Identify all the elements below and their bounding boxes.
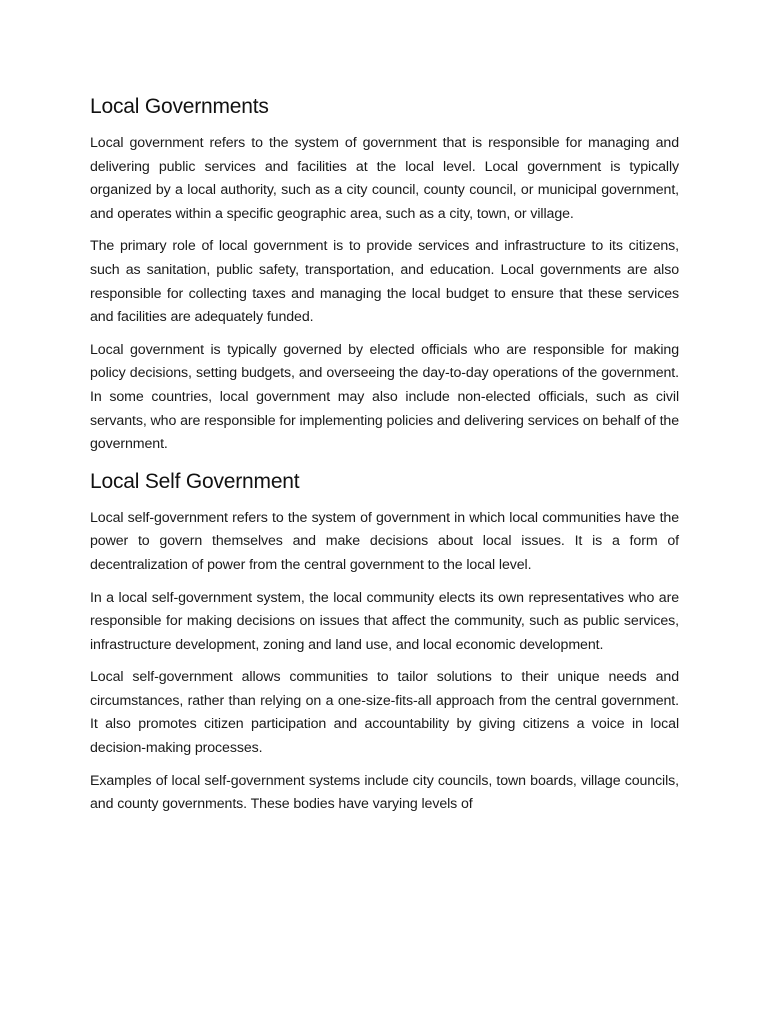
paragraph: Local self-government refers to the system of government in which local communities have the power to govern themselves and make decisions about local issues. It is a form of decentralization of power from the central government to the local level. xyxy=(90,509,679,573)
paragraph: Local self-government allows communities to tailor solutions to their unique needs and circumstances, rather than relying on a one-size-fits-all approach from the central government. It also promotes citizen participation and accountability by giving citizens a voice in local decision-making processes. xyxy=(90,669,679,757)
section-heading-local-governments: Local Governments xyxy=(90,95,269,118)
paragraph: Local government is typically governed by elected officials who are responsible for making policy decisions, setting budgets, and overseeing the day-to-day operations of the government. In some countries, local government may also include non-elected officials, such as civil servants, who are responsible for implementing policies and delivering services on behalf of the government. xyxy=(90,341,679,453)
paragraph: Examples of local self-government systems include city councils, town boards, village councils, and county governments. These bodies have varying levels of xyxy=(90,772,679,813)
document-body xyxy=(90,92,679,826)
paragraph: In a local self-government system, the local community elects its own representatives who are responsible for making decisions on issues that affect the community, such as public services, infrastructure development, zoning and land use, and local economic development. xyxy=(90,589,679,653)
section-heading-local-self-government: Local Self Government xyxy=(90,469,300,493)
paragraph: Local government refers to the system of government that is responsible for managing and delivering public services and facilities at the local level. Local government is typically organized by a local authority, such as a city council, county council, or municipal government, and operates within a specific geographic area, such as a city, town, or village. xyxy=(90,135,679,222)
paragraph: The primary role of local government is to provide services and infrastructure to its citizens, such as sanitation, public safety, transportation, and education. Local governments are also responsible for collecting taxes and managing the local budget to ensure that these services and facilities are adequately funded. xyxy=(90,238,679,326)
